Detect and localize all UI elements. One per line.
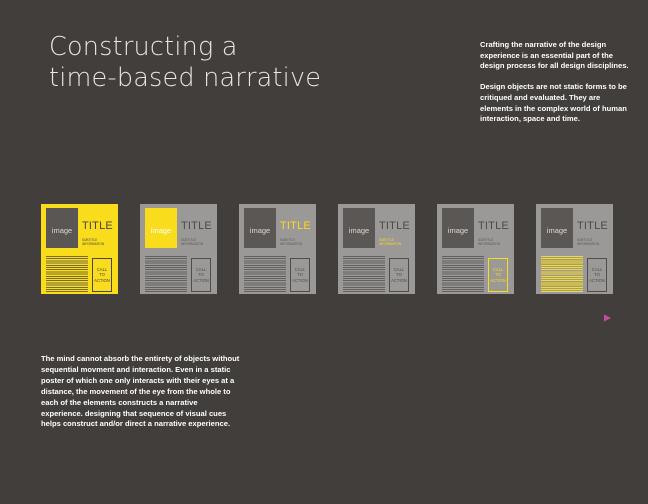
- poster-card-5: [437, 204, 514, 294]
- poster-image-label: image: [546, 226, 568, 235]
- poster-image-block: [244, 208, 276, 248]
- poster-card-1: [41, 204, 118, 294]
- poster-cta-label: CALL TO ACTION: [589, 267, 605, 283]
- intro-text: [480, 40, 630, 135]
- poster-cta-label: CALL TO ACTION: [391, 267, 407, 283]
- poster-body-text: [244, 256, 286, 292]
- poster-image-block: [145, 208, 177, 248]
- poster-call-to-action: [92, 258, 112, 292]
- poster-image-label: image: [249, 226, 271, 235]
- poster-image-block: [46, 208, 78, 248]
- poster-image-block: [343, 208, 375, 248]
- poster-subtitle: SUBTITLE INFORMATION: [181, 238, 204, 247]
- poster-card-2: [140, 204, 217, 294]
- poster-image-block: [442, 208, 474, 248]
- page-title-line-1: Constructing a: [49, 32, 238, 62]
- poster-image-label: image: [348, 226, 370, 235]
- poster-call-to-action: [587, 258, 607, 292]
- poster-body-text: [442, 256, 484, 292]
- narrative-description: The mind cannot absorb the entirety of objects without sequential movment and interaction. Even in a static poster of which one only interacts with their eyes at a distance, the movement of the eye from the whole to each of the elements constructs a narrative experience. designing that sequence of visual cues helps construct and/or direct a narrative experience.: [41, 354, 240, 429]
- poster-title: TITLE: [82, 220, 113, 232]
- poster-image-label: image: [51, 226, 73, 235]
- poster-body-text: [541, 256, 583, 292]
- poster-subtitle: SUBTITLE INFORMATION: [577, 238, 600, 247]
- poster-card-3: [239, 204, 316, 294]
- poster-cta-label: CALL TO ACTION: [292, 267, 308, 283]
- poster-call-to-action: [488, 258, 508, 292]
- page-title-line-2: time-based narrative: [49, 63, 322, 93]
- poster-title: TITLE: [478, 220, 509, 232]
- poster-subtitle: SUBTITLE INFORMATION: [280, 238, 303, 247]
- poster-title: TITLE: [280, 220, 311, 232]
- poster-title: TITLE: [181, 220, 212, 232]
- poster-call-to-action: [191, 258, 211, 292]
- page-title: [49, 32, 349, 94]
- poster-image-label: image: [150, 226, 172, 235]
- poster-subtitle: SUBTITLE INFORMATION: [379, 238, 402, 247]
- poster-title: TITLE: [379, 220, 410, 232]
- poster-call-to-action: [389, 258, 409, 292]
- poster-subtitle: SUBTITLE INFORMATION: [478, 238, 501, 247]
- poster-image-block: [541, 208, 573, 248]
- poster-call-to-action: [290, 258, 310, 292]
- poster-card-4: [338, 204, 415, 294]
- timeline-arrow: [40, 313, 614, 323]
- intro-paragraph-2: Design objects are not static forms to be critiqued and evaluated. They are elements in the complex world of human interaction, space and time.: [480, 82, 627, 124]
- poster-title: TITLE: [577, 220, 608, 232]
- poster-image-label: image: [447, 226, 469, 235]
- poster-card-6: [536, 204, 613, 294]
- poster-cta-label: CALL TO ACTION: [193, 267, 209, 283]
- poster-cta-label: CALL TO ACTION: [94, 267, 110, 283]
- arrowhead-icon: [604, 315, 611, 322]
- poster-subtitle: SUBTITLE INFORMATION: [82, 238, 105, 247]
- poster-body-text: [46, 256, 88, 292]
- intro-paragraph-1: Crafting the narrative of the design experience is an essential part of the design process for all design disciplines.: [480, 40, 629, 71]
- poster-body-text: [145, 256, 187, 292]
- poster-body-text: [343, 256, 385, 292]
- poster-cta-label: CALL TO ACTION: [490, 267, 506, 283]
